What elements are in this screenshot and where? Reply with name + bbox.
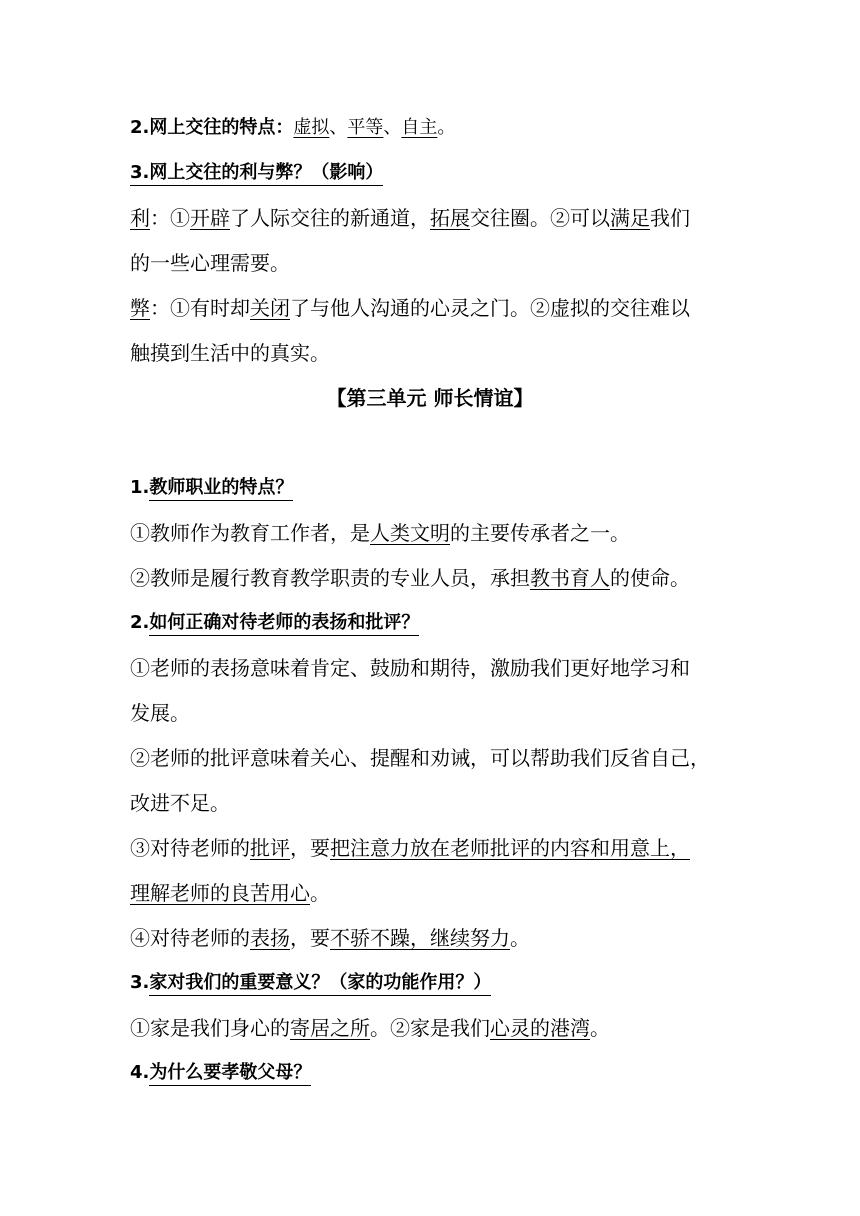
heading-label: 网上交往的利与弊？（影响） xyxy=(149,162,384,183)
separator: 、 xyxy=(383,117,402,138)
underlined-term: 表扬 xyxy=(250,926,290,950)
heading-2 xyxy=(130,114,730,142)
pro-key: 利 xyxy=(130,206,150,230)
underlined-term: 满足 xyxy=(610,206,650,230)
q2-answer-3-line-2 xyxy=(130,879,730,907)
text: ④对待老师的 xyxy=(130,926,250,950)
separator: 、 xyxy=(329,117,348,138)
text: 了人际交往的新通道， xyxy=(230,206,430,230)
q2-answer-1-line-2: 发展。 xyxy=(130,701,190,725)
q2-answer-3-line-1 xyxy=(130,834,730,862)
text: ②教师是履行教育教学职责的专业人员，承担 xyxy=(130,566,530,590)
period: 。 xyxy=(437,117,456,138)
heading-number: 4. xyxy=(130,1062,150,1083)
underlined-term: 人类文明 xyxy=(370,521,450,545)
text: ：① xyxy=(150,206,190,230)
text: 的主要传承者之一。 xyxy=(450,521,630,545)
underlined-term: 寄居之所 xyxy=(290,1016,370,1040)
text: ，要 xyxy=(290,926,330,950)
heading-q4 xyxy=(130,1059,730,1087)
q2-answer-2-line-1: ②老师的批评意味着关心、提醒和劝诫，可以帮助我们反省自己， xyxy=(130,746,710,770)
underlined-term: 批评 xyxy=(250,836,290,860)
underlined-term: 教书育人 xyxy=(530,566,610,590)
text: ①家是我们身心的 xyxy=(130,1016,290,1040)
heading-label: 家对我们的重要意义？（家的功能作用？） xyxy=(149,972,491,996)
heading-number: 1. xyxy=(130,477,150,498)
heading-q1 xyxy=(130,474,730,502)
text: ：①有时却 xyxy=(150,296,250,320)
heading-number: 2. xyxy=(130,117,150,138)
pro-line-1 xyxy=(130,204,730,232)
underlined-term: 开辟 xyxy=(190,206,230,230)
text: ，要 xyxy=(290,836,330,860)
heading-underlined xyxy=(130,162,383,186)
q1-answer-2 xyxy=(130,564,730,592)
heading-number: 3. xyxy=(130,162,150,183)
period: 。 xyxy=(310,881,330,905)
underlined-term: 心灵的港湾 xyxy=(490,1016,590,1040)
con-line-2: 触摸到生活中的真实。 xyxy=(130,341,330,365)
heading-label: 如何正确对待老师的表扬和批评？ xyxy=(149,612,419,636)
heading-label: 为什么要孝敬父母？ xyxy=(149,1062,311,1086)
heading-q3 xyxy=(130,969,730,997)
heading-label: 教师职业的特点？ xyxy=(149,477,293,501)
pro-line-2: 的一些心理需要。 xyxy=(130,251,290,275)
heading-3 xyxy=(130,159,730,187)
con-key: 弊 xyxy=(130,296,150,320)
underlined-term: 不骄不躁，继续努力 xyxy=(330,926,510,950)
text: 交往圈。②可以 xyxy=(470,206,610,230)
answer-autonomy: 自主 xyxy=(401,117,438,138)
underlined-term: 拓展 xyxy=(430,206,470,230)
heading-label: 网上交往的特点： xyxy=(149,117,294,138)
q1-answer-1 xyxy=(130,519,730,547)
text: 了与他人沟通的心灵之门。②虚拟的交往难以 xyxy=(290,296,690,320)
q2-answer-2-line-2: 改进不足。 xyxy=(130,791,230,815)
text: 。②家是我们 xyxy=(370,1016,490,1040)
period: 。 xyxy=(510,926,530,950)
q2-answer-4 xyxy=(130,924,730,952)
text: 我们 xyxy=(650,206,690,230)
text: ③对待老师的 xyxy=(130,836,250,860)
text: ①教师作为教育工作者，是 xyxy=(130,521,370,545)
period: 。 xyxy=(590,1016,610,1040)
heading-number: 2. xyxy=(130,612,150,633)
heading-number: 3. xyxy=(130,972,150,993)
unit-title: 【第三单元 师长情谊】 xyxy=(326,386,534,410)
underlined-term: 把注意力放在老师批评的内容和用意上， xyxy=(330,836,690,860)
con-line-1 xyxy=(130,294,730,322)
q2-answer-1-line-1: ①老师的表扬意味着肯定、鼓励和期待，激励我们更好地学习和 xyxy=(130,656,690,680)
underlined-term: 理解老师的良苦用心 xyxy=(130,881,310,905)
text: 的使命。 xyxy=(610,566,690,590)
underlined-term: 关闭 xyxy=(250,296,290,320)
answer-equal: 平等 xyxy=(347,117,384,138)
q3-answer-1 xyxy=(130,1014,730,1042)
answer-virtual: 虚拟 xyxy=(293,117,330,138)
heading-q2 xyxy=(130,609,730,637)
